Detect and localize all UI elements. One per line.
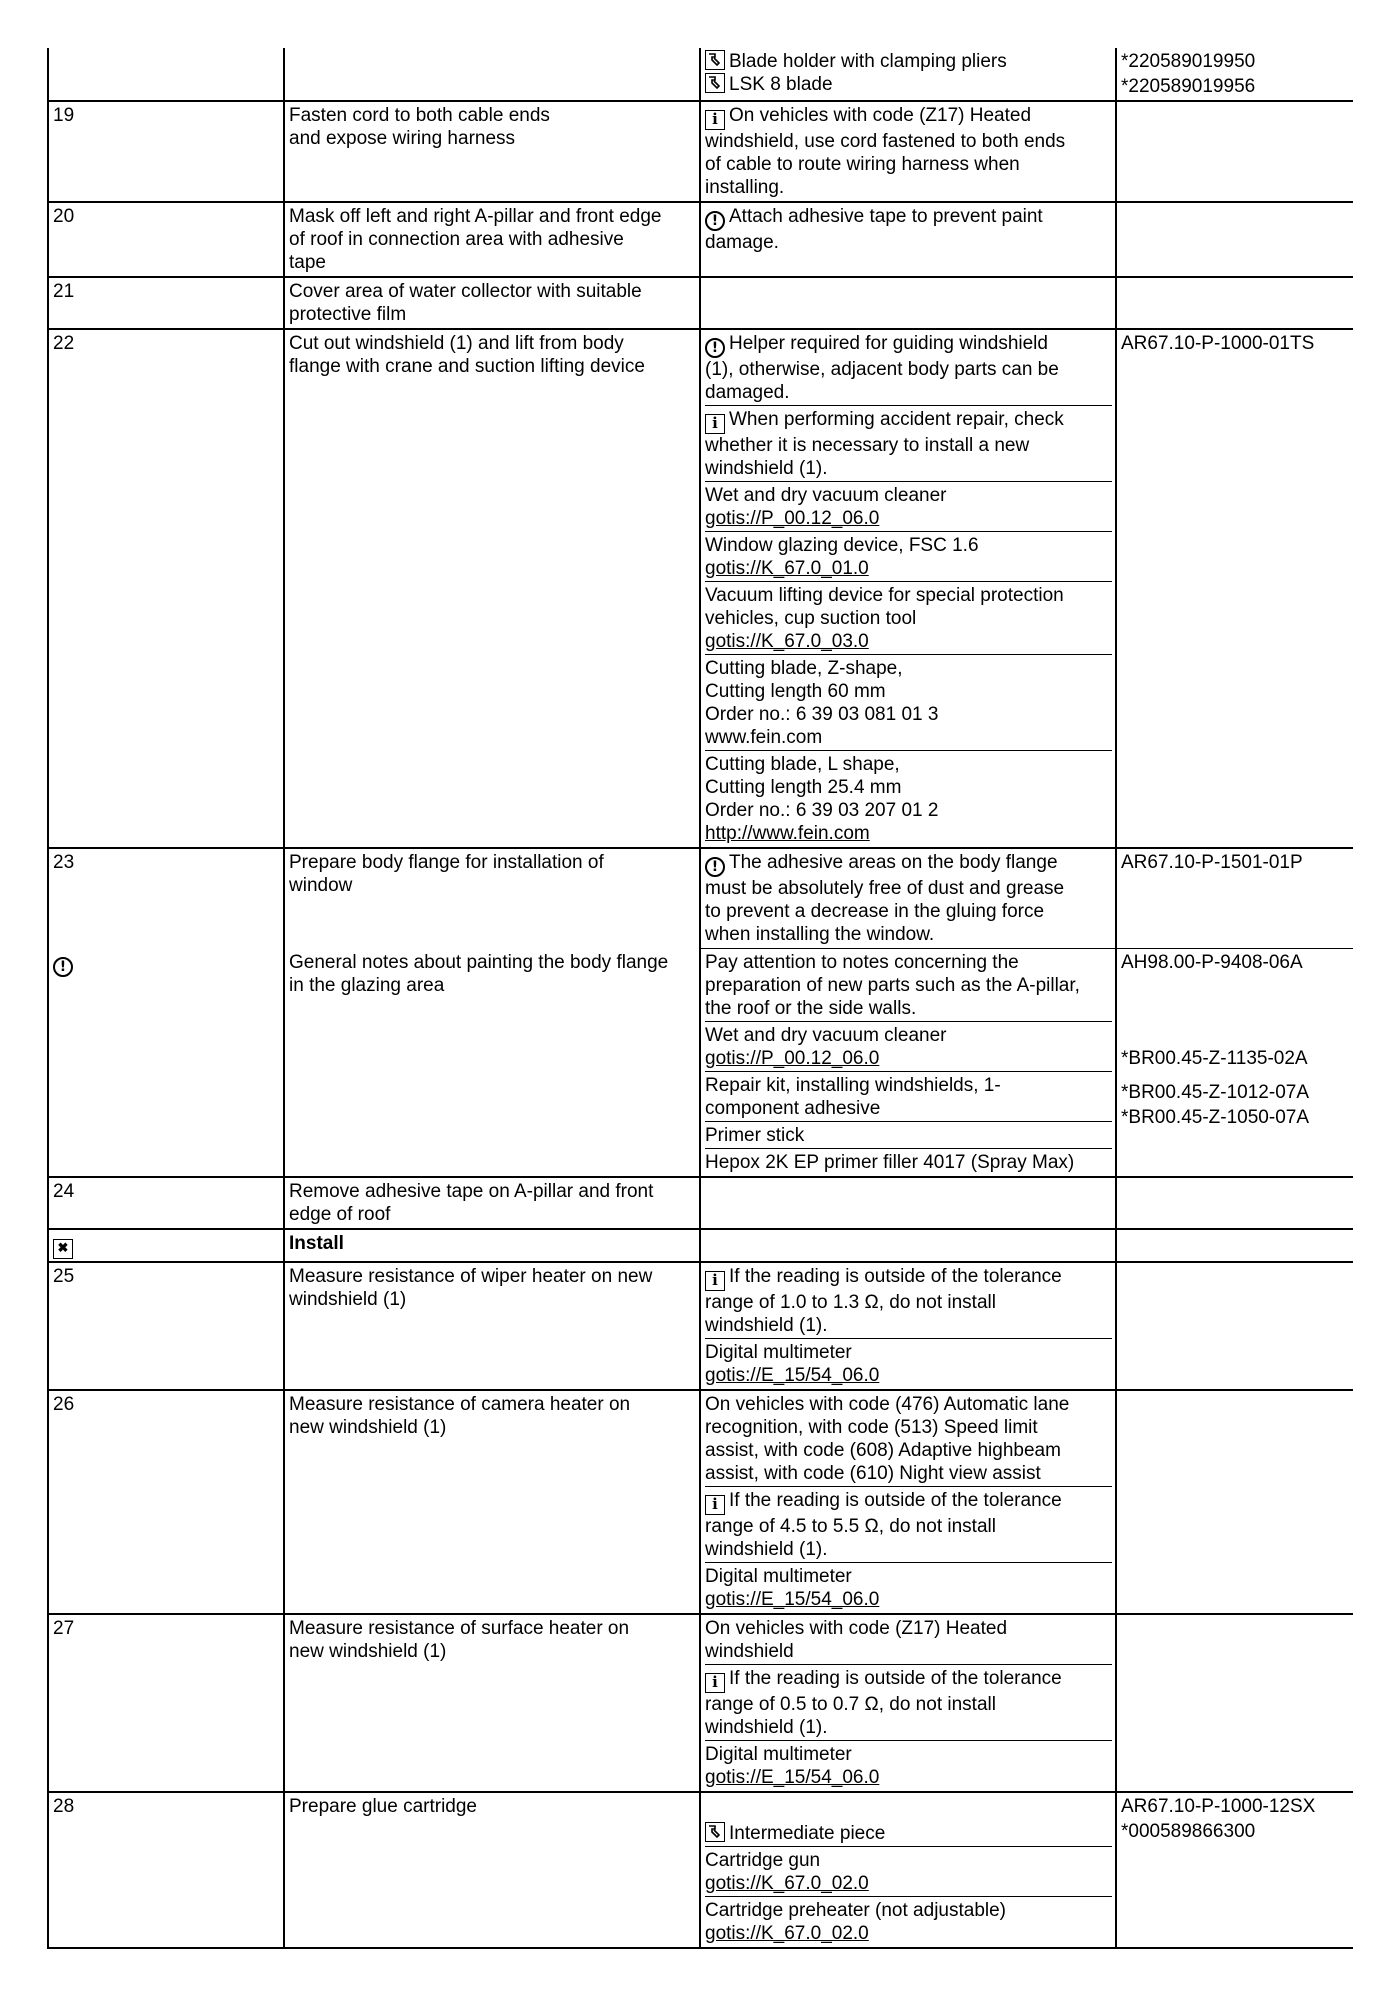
tool-name: Digital multimeter	[705, 1566, 852, 1587]
note-block	[705, 405, 1112, 480]
note-line: Pay attention to notes concerning the	[705, 952, 1019, 973]
action-line: Prepare body flange for installation of	[289, 852, 604, 873]
step-note-cell	[700, 1177, 1116, 1229]
tool-link[interactable]: gotis://K_67.0_02.0	[705, 1923, 869, 1944]
step-number-cell: 26	[48, 1390, 284, 1614]
table-row	[48, 329, 1353, 848]
tool-name: Window glazing device, FSC 1.6	[705, 535, 979, 556]
reference-cell	[1116, 1177, 1353, 1229]
step-number-cell: 27	[48, 1614, 284, 1792]
note-block	[705, 1486, 1112, 1561]
reference-cell	[1116, 202, 1353, 277]
reference-cell	[1116, 949, 1353, 1178]
action-line: Measure resistance of camera heater on	[289, 1394, 631, 1415]
info-icon: i	[705, 1495, 725, 1515]
special-tool-icon	[705, 50, 725, 70]
note-line: On vehicles with code (Z17) Heated	[729, 105, 1032, 126]
note-line: damage.	[705, 232, 779, 253]
special-tool-icon	[705, 1822, 725, 1842]
reference-cell	[1116, 1262, 1353, 1390]
web-link[interactable]: http://www.fein.com	[705, 823, 870, 844]
tool-link[interactable]: gotis://K_67.0_01.0	[705, 558, 869, 579]
step-action-cell	[284, 1390, 700, 1614]
table-row	[48, 848, 1353, 949]
note-block	[705, 1820, 1112, 1845]
action-line: flange with crane and suction lifting device	[289, 356, 645, 377]
action-line: Measure resistance of surface heater on	[289, 1618, 630, 1639]
table-row	[48, 1177, 1353, 1229]
step-number-cell	[48, 48, 284, 101]
warning-icon: !	[705, 211, 725, 231]
step-action-cell	[284, 949, 700, 1178]
note-block	[705, 1740, 1112, 1789]
action-line: Prepare glue cartridge	[289, 1796, 477, 1817]
info-icon: i	[705, 414, 725, 434]
note-line: On vehicles with code (Z17) Heated	[705, 1618, 1008, 1639]
step-action-cell	[284, 1177, 700, 1229]
reference-link[interactable]: *BR00.45-Z-1012-07A	[1121, 1082, 1309, 1103]
reference-cell	[1116, 277, 1353, 329]
step-number-cell: 28	[48, 1792, 284, 1948]
note-block	[705, 581, 1112, 653]
action-line: new windshield (1)	[289, 1641, 447, 1662]
note-block	[705, 750, 1112, 845]
note-line: the roof or the side walls.	[705, 998, 917, 1019]
note-line: Cutting blade, Z-shape,	[705, 658, 903, 679]
note-block	[705, 332, 1112, 404]
note-block	[705, 1896, 1112, 1945]
table-row	[48, 1229, 1353, 1262]
step-number-cell: 24	[48, 1177, 284, 1229]
note-line: Primer stick	[705, 1125, 805, 1146]
step-note-cell	[700, 329, 1116, 848]
note-line: must be absolutely free of dust and grease	[705, 878, 1065, 899]
table-row	[48, 1262, 1353, 1390]
tool-link[interactable]: gotis://E_15/54_06.0	[705, 1365, 880, 1386]
special-tool-icon	[705, 73, 725, 93]
tool-link[interactable]: gotis://K_67.0_03.0	[705, 631, 869, 652]
note-line: when installing the window.	[705, 924, 935, 945]
note-line: When performing accident repair, check	[729, 409, 1064, 430]
tool-part-number: *000589866300	[1121, 1821, 1256, 1842]
note-block	[705, 1148, 1112, 1174]
note-line: recognition, with code (513) Speed limit	[705, 1417, 1038, 1438]
note-line: Cutting length 60 mm	[705, 681, 886, 702]
action-line: windshield (1)	[289, 1289, 407, 1310]
note-block	[705, 481, 1112, 530]
note-block	[705, 1071, 1112, 1120]
step-action-cell	[284, 1262, 700, 1390]
note-line: assist, with code (610) Night view assist	[705, 1463, 1041, 1484]
note-line: Cutting blade, L shape,	[705, 754, 900, 775]
reference-link[interactable]: *BR00.45-Z-1050-07A	[1121, 1107, 1309, 1128]
note-line: windshield (1).	[705, 1315, 828, 1336]
tool-name: Intermediate piece	[729, 1823, 886, 1844]
action-line: Fasten cord to both cable ends	[289, 105, 550, 126]
step-number-cell: 22	[48, 329, 284, 848]
note-block	[705, 951, 1112, 1020]
action-line: and expose wiring harness	[289, 128, 516, 149]
note-line: range of 4.5 to 5.5 Ω, do not install	[705, 1516, 996, 1537]
note-line: windshield (1).	[705, 1539, 828, 1560]
tool-name: Wet and dry vacuum cleaner	[705, 1025, 947, 1046]
reference-cell	[1116, 329, 1353, 848]
step-note-cell	[700, 1390, 1116, 1614]
note-line: preparation of new parts such as the A-pillar,	[705, 975, 1080, 996]
tool-link[interactable]: gotis://E_15/54_06.0	[705, 1589, 880, 1610]
note-line: Helper required for guiding windshield	[729, 333, 1048, 354]
step-number-cell: 19	[48, 101, 284, 202]
step-note-cell	[700, 1262, 1116, 1390]
note-line: range of 1.0 to 1.3 Ω, do not install	[705, 1292, 996, 1313]
action-line: window	[289, 875, 353, 896]
tool-name: Vacuum lifting device for special protection	[705, 585, 1064, 606]
table-row	[48, 277, 1353, 329]
step-note-cell	[700, 1229, 1116, 1262]
note-line: windshield (1).	[705, 1717, 828, 1738]
note-line: windshield (1).	[705, 458, 828, 479]
note-line: Order no.: 6 39 03 081 01 3	[705, 704, 939, 725]
step-note-cell	[700, 848, 1116, 949]
step-note-cell	[700, 202, 1116, 277]
action-line: General notes about painting the body flange	[289, 951, 669, 973]
step-action-cell	[284, 48, 700, 101]
info-icon: i	[705, 1673, 725, 1693]
step-action-cell	[284, 277, 700, 329]
note-block	[705, 531, 1112, 580]
note-block	[705, 1393, 1112, 1485]
note-line: whether it is necessary to install a new	[705, 435, 1030, 456]
step-note-cell	[700, 101, 1116, 202]
note-block	[705, 1617, 1112, 1663]
tool-name: Cartridge gun	[705, 1850, 821, 1871]
tool-name: LSK 8 blade	[729, 74, 833, 95]
tool-part-number: *220589019956	[1121, 76, 1256, 97]
note-block	[705, 1121, 1112, 1147]
tool-part-number: *220589019950	[1121, 51, 1256, 72]
action-line: protective film	[289, 304, 407, 325]
reference-link[interactable]: AR67.10-P-1000-01TS	[1121, 333, 1315, 354]
table-row	[48, 101, 1353, 202]
note-line: If the reading is outside of the tolerance	[729, 1490, 1062, 1511]
reference-cell	[1116, 1614, 1353, 1792]
action-line: of roof in connection area with adhesive	[289, 229, 624, 250]
note-block	[705, 50, 1112, 96]
action-line: Mask off left and right A-pillar and front edge	[289, 206, 662, 227]
table-row	[48, 48, 1353, 101]
step-number-cell: 23	[48, 848, 284, 949]
action-line: Measure resistance of wiper heater on new	[289, 1266, 653, 1287]
step-number-cell: 20	[48, 202, 284, 277]
reference-cell	[1116, 48, 1353, 101]
note-line: Hepox 2K EP primer filler 4017 (Spray Max)	[705, 1152, 1075, 1173]
table-row	[48, 1614, 1353, 1792]
tool-name: Digital multimeter	[705, 1744, 852, 1765]
step-number-cell	[48, 949, 284, 1178]
install-icon: ✖	[53, 1239, 73, 1259]
tool-name: Blade holder with clamping pliers	[729, 51, 1007, 72]
note-line: Cutting length 25.4 mm	[705, 777, 902, 798]
tool-name: Cartridge preheater (not adjustable)	[705, 1900, 1007, 1921]
note-block	[705, 654, 1112, 749]
note-line: windshield, use cord fastened to both ends	[705, 131, 1066, 152]
action-line: new windshield (1)	[289, 1417, 447, 1438]
warning-icon: !	[705, 857, 725, 877]
action-line: Remove adhesive tape on A-pillar and front	[289, 1181, 654, 1202]
note-line: Attach adhesive tape to prevent paint	[729, 206, 1043, 227]
table-row	[48, 202, 1353, 277]
note-block	[705, 1562, 1112, 1611]
note-line: On vehicles with code (476) Automatic lane	[705, 1394, 1070, 1415]
reference-cell	[1116, 1390, 1353, 1614]
tool-link[interactable]: gotis://P_00.12_06.0	[705, 1048, 880, 1069]
section-heading	[284, 1229, 700, 1262]
step-number-cell: 21	[48, 277, 284, 329]
note-line: assist, with code (608) Adaptive highbeam	[705, 1440, 1061, 1461]
table-row	[48, 1390, 1353, 1614]
reference-link[interactable]: AH98.00-P-9408-06A	[1121, 952, 1303, 973]
note-block	[705, 1338, 1112, 1387]
action-line: Cut out windshield (1) and lift from body	[289, 333, 624, 354]
tool-link[interactable]: gotis://P_00.12_06.0	[705, 508, 880, 529]
note-line: installing.	[705, 177, 785, 198]
warning-icon: !	[705, 338, 725, 358]
step-action-cell	[284, 202, 700, 277]
info-icon: i	[705, 1271, 725, 1291]
reference-cell	[1116, 848, 1353, 949]
action-line: in the glazing area	[289, 974, 445, 996]
note-line: (1), otherwise, adjacent body parts can be	[705, 359, 1059, 380]
reference-link[interactable]: AR67.10-P-1000-12SX	[1121, 1796, 1316, 1817]
procedure-document	[47, 48, 1353, 2000]
step-number-cell: 25	[48, 1262, 284, 1390]
step-note-cell	[700, 949, 1116, 1178]
note-block	[705, 1664, 1112, 1739]
procedure-table	[47, 48, 1353, 1949]
step-number-cell	[48, 1229, 284, 1262]
tool-link[interactable]: gotis://E_15/54_06.0	[705, 1767, 880, 1788]
tool-name: vehicles, cup suction tool	[705, 608, 917, 629]
note-line: range of 0.5 to 0.7 Ω, do not install	[705, 1694, 996, 1715]
note-line: Order no.: 6 39 03 207 01 2	[705, 800, 939, 821]
step-note-cell	[700, 48, 1116, 101]
info-icon: i	[705, 110, 725, 130]
step-action-cell	[284, 1792, 700, 1948]
reference-cell	[1116, 1792, 1353, 1948]
note-line: component adhesive	[705, 1098, 881, 1119]
action-line: edge of roof	[289, 1204, 391, 1225]
tool-name: Wet and dry vacuum cleaner	[705, 485, 947, 506]
note-line: damaged.	[705, 382, 790, 403]
note-line: of cable to route wiring harness when	[705, 154, 1020, 175]
tool-link[interactable]: gotis://K_67.0_02.0	[705, 1873, 869, 1894]
note-line: to prevent a decrease in the gluing force	[705, 901, 1045, 922]
step-action-cell	[284, 848, 700, 949]
note-block	[705, 1021, 1112, 1070]
table-row	[48, 949, 1353, 1178]
tool-name: Digital multimeter	[705, 1342, 852, 1363]
reference-link[interactable]: AR67.10-P-1501-01P	[1121, 852, 1303, 873]
action-line: Cover area of water collector with suitable	[289, 281, 642, 302]
note-line: If the reading is outside of the tolerance	[729, 1266, 1062, 1287]
step-action-cell	[284, 1614, 700, 1792]
note-line: www.fein.com	[705, 727, 823, 748]
note-line: If the reading is outside of the tolerance	[729, 1668, 1062, 1689]
install-label: Install	[289, 1233, 344, 1254]
reference-link[interactable]: *BR00.45-Z-1135-02A	[1121, 1048, 1308, 1069]
note-block	[705, 1265, 1112, 1337]
reference-cell	[1116, 101, 1353, 202]
note-line: Repair kit, installing windshields, 1-	[705, 1075, 1001, 1096]
action-line: tape	[289, 252, 326, 273]
reference-cell	[1116, 1229, 1353, 1262]
step-action-cell	[284, 329, 700, 848]
step-note-cell	[700, 277, 1116, 329]
note-line: The adhesive areas on the body flange	[729, 852, 1058, 873]
note-block	[705, 1846, 1112, 1895]
step-note-cell	[700, 1792, 1116, 1948]
step-action-cell	[284, 101, 700, 202]
warning-icon: !	[53, 957, 73, 977]
note-line: windshield	[705, 1641, 794, 1662]
table-row	[48, 1792, 1353, 1948]
step-note-cell	[700, 1614, 1116, 1792]
